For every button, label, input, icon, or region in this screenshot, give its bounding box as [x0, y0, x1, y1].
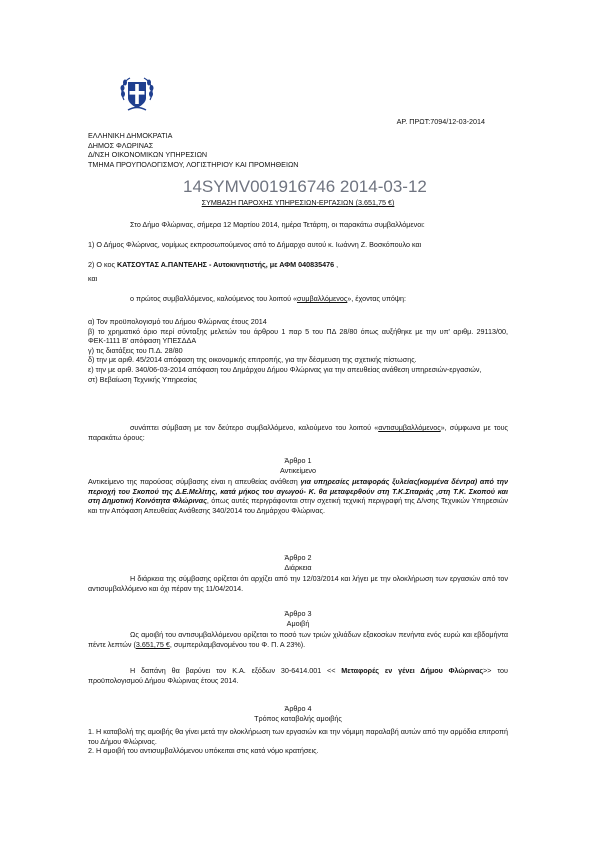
article-1-text-b: για υπηρεσίες μεταφοράς ξυλείας(κομμένα δέντρα) από την περιοχή του Σκοπού της Δ.Ε.Μελίτης, κατά μήκος του αγωγού- Κ. θα μεταφερθούν στη Τ.Κ.Σιταριάς ,στη Τ.Κ. Σκοπού και στη Δημοτική Κοινότητα Φλώρινας — [88, 477, 508, 506]
payment-item-1: 1. Η καταβολή της αμοιβής θα γίνει μετά την ολοκλήρωση των εργασιών και την νόμιμη παραλαβή αυτών από την αρμόδια επιτροπή του Δήμου Φλώρινας. — [88, 727, 508, 746]
payment-item-2: 2. Η αμοιβή του αντισυμβαλλόμενου υπόκειται στις κατά νόμο κρατήσεις. — [88, 746, 319, 756]
party-2 — [88, 260, 508, 270]
document-title: ΣΥΜΒΑΣΗ ΠΑΡΟΧΗΣ ΥΠΗΡΕΣΙΩΝ-ΕΡΓΑΣΙΩΝ (3.651,75 €) — [201, 198, 395, 207]
article-4-heading — [88, 704, 508, 723]
considerations-list — [88, 317, 508, 384]
second-party-tail: », σύμφωνα με τους παρακάτω όρους: — [88, 423, 508, 442]
diavgeia-stamp: 14SYMV001916746 2014-03-12 — [183, 177, 427, 196]
article-4-number: Άρθρο 4 — [284, 704, 312, 713]
article-1-number: Άρθρο 1 — [284, 456, 312, 465]
article-1-text-c: , όπως αυτές περιγράφονται στην σχετική τεχνική περιγραφή της Δ/νσης Τεχνικών Υπηρεσιών και την Απόφαση Απευθείας Ανάθεσης 340/2014 του Δημάρχου Φλώρινας. — [88, 496, 508, 515]
first-party-tail: », έχοντας υπόψη: — [347, 294, 407, 303]
consideration-st: στ) Βεβαίωση Τεχνικής Υπηρεσίας — [88, 374, 197, 384]
article-2-title: Διάρκεια — [284, 562, 312, 572]
party-2-suffix: , — [334, 260, 339, 269]
second-party-text: συνάπτει σύμβαση με τον δεύτερο συμβαλλόμενο, καλούμενο του λοιπού « — [130, 423, 379, 432]
expense-code-name: Μεταφορές εν γένει Δήμου Φλώρινας — [341, 666, 484, 675]
article-3-number: Άρθρο 3 — [284, 609, 312, 618]
first-party-term: συμβαλλόμενος — [297, 294, 348, 303]
article-3-amount: 3.651,75 € — [135, 639, 170, 649]
header-line-3: Δ/ΝΣΗ ΟΙΚΟΝΟΜΙΚΩΝ ΥΠΗΡΕΣΙΩΝ — [88, 150, 208, 160]
header-line-1: ΕΛΛΗΝΙΚΗ ΔΗΜΟΚΡΑΤΙΑ — [88, 131, 173, 140]
conjunction-kai: και — [88, 274, 98, 283]
consideration-a: α) Τον προϋπολογισμό του Δήμου Φλώρινας έτους 2014 — [88, 317, 267, 326]
article-3-text-c: , συμπεριλαμβανομένου του Φ. Π. Α 23%). — [169, 639, 306, 649]
issuer-header — [88, 131, 299, 169]
article-3-heading — [88, 609, 508, 628]
consideration-e: ε) την με αριθ. 340/06-03-2014 απόφαση του Δημάρχου Δήμου Φλώρινας για την απευθείας ανάθεση υπηρεσιών-εργασιών, — [88, 364, 482, 374]
party-1: 1) Ο Δήμος Φλώρινας, νομίμως εκπροσωπούμενος από το Δήμαρχο αυτού κ. Ιωάννη Ζ. Βοσκόπουλο και — [88, 240, 422, 249]
intro-paragraph: Στο Δήμο Φλώρινας, σήμερα 12 Μαρτίου 2014, ημέρα Τετάρτη, οι παρακάτω συμβαλλόμενοι: — [130, 220, 425, 229]
article-1-text-a: Αντικείμενο της παρούσας σύμβασης είναι η απευθείας ανάθεση — [88, 477, 301, 486]
consideration-d: δ) την με αριθ. 45/2014 απόφαση της οικονομικής επιτροπής, για την δέσμευση της σχετικής πίστωσης. — [88, 355, 417, 365]
second-party-term: αντισυμβαλλόμενος — [378, 423, 441, 432]
article-4-list — [88, 727, 508, 756]
article-1-heading — [88, 456, 508, 475]
article-3-title: Αμοιβή — [286, 618, 310, 628]
first-party-paragraph — [88, 294, 508, 304]
header-line-4: ΤΜΗΜΑ ΠΡΟΥΠΟΛΟΓΙΣΜΟΥ, ΛΟΓΙΣΤΗΡΙΟΥ ΚΑΙ ΠΡΟΜΗΘΕΙΩΝ — [88, 159, 299, 169]
article-2-text: Η διάρκεια της σύμβασης ορίζεται ότι αρχίζει από την 12/03/2014 και λήγει με την ολοκλήρωση των εργασιών από τον αντισυμβαλλόμενο και όχι πέραν της 11/04/2014. — [88, 574, 508, 593]
consideration-c: γ) τις διατάξεις του Π.Δ. 28/80 — [88, 345, 183, 355]
article-3-text — [88, 630, 508, 649]
first-party-text: ο πρώτος συμβαλλόμενος, καλούμενος του λοιπού « — [130, 294, 298, 303]
greek-emblem-icon — [118, 74, 156, 114]
article-2-number: Άρθρο 2 — [284, 553, 312, 562]
article-1-text — [88, 477, 508, 515]
second-party-paragraph — [88, 423, 508, 442]
header-line-2: ΔΗΜΟΣ ΦΛΩΡΙΝΑΣ — [88, 140, 154, 150]
party-2-prefix: 2) Ο κος — [88, 260, 117, 269]
article-1-title: Αντικείμενο — [279, 465, 317, 475]
party-2-name: ΚΑΤΣΟΥΤΑΣ Α.ΠΑΝΤΕΛΗΣ - Αυτοκινητιστής, με ΑΦΜ 040835476 — [116, 260, 335, 269]
article-4-title: Τρόπος καταβολής αμοιβής — [254, 713, 342, 723]
article-3-expense — [88, 666, 508, 685]
expense-text-c: >> του προϋπολογισμού Δήμου Φλώρινας έτους 2014. — [88, 666, 508, 685]
protocol-number: ΑΡ. ΠΡΩΤ:7094/12-03-2014 — [396, 117, 485, 126]
article-2-heading — [88, 553, 508, 572]
expense-text-a: Η δαπάνη θα βαρύνει τον Κ.Α. εξόδων 30-6414.001 << — [130, 666, 342, 675]
consideration-b: β) το χρηματικό όριο περί σύνταξης μελετών του άρθρου 1 παρ 5 του ΠΔ 28/80 όπως αυξήθηκε με την υπ' αριθμ. 29113/00, ΦΕΚ-1111 Β' απόφαση ΥΠΕΣΔΔΑ — [88, 326, 508, 346]
article-3-text-a: Ως αμοιβή του αντισυμβαλλόμενου ορίζεται το ποσό των τριών χιλιάδων εξακοσίων πενήντα ενός ευρώ και εβδομήντα πέντε λεπτών ( — [88, 630, 508, 649]
